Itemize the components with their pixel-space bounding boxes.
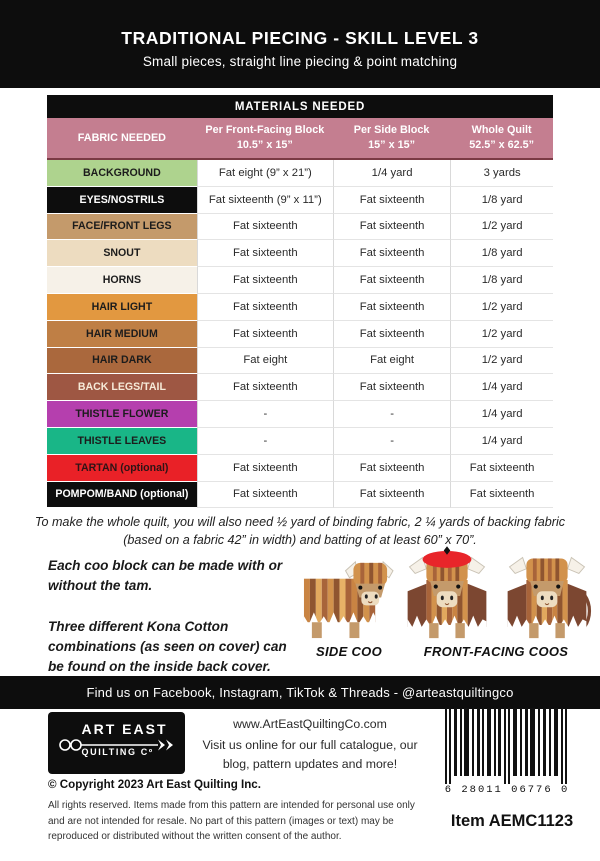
page-title: TRADITIONAL PIECING - SKILL LEVEL 3 bbox=[121, 27, 479, 48]
table-row bbox=[47, 428, 553, 455]
front-facing-value: - bbox=[197, 401, 333, 428]
column-header-size: 15” x 15” bbox=[368, 139, 415, 151]
side-coo-illustration bbox=[300, 551, 395, 644]
side-block-value: Fat sixteenth bbox=[333, 214, 450, 241]
barcode-digits: 6 28011 06776 0 bbox=[444, 784, 570, 796]
front-facing-value: - bbox=[197, 428, 333, 455]
fabric-swatch-label: EYES/NOSTRILS bbox=[47, 187, 197, 214]
table-row bbox=[47, 240, 553, 267]
table-row bbox=[47, 294, 553, 321]
whole-quilt-value: 1/8 yard bbox=[450, 267, 553, 294]
fabric-swatch-label: HAIR LIGHT bbox=[47, 294, 197, 321]
whole-quilt-value: 1/8 yard bbox=[450, 240, 553, 267]
whole-quilt-value: 1/8 yard bbox=[450, 187, 553, 214]
side-block-value: Fat sixteenth bbox=[333, 321, 450, 348]
side-block-value: Fat eight bbox=[333, 348, 450, 375]
side-block-value: - bbox=[333, 428, 450, 455]
fabric-swatch-label: TARTAN (optional) bbox=[47, 455, 197, 482]
fabric-swatch-label: HORNS bbox=[47, 267, 197, 294]
side-block-value: Fat sixteenth bbox=[333, 187, 450, 214]
front-coo-image bbox=[502, 546, 592, 644]
side-block-value: Fat sixteenth bbox=[333, 374, 450, 401]
whole-quilt-value: 1/4 yard bbox=[450, 374, 553, 401]
side-block-value: Fat sixteenth bbox=[333, 482, 450, 509]
front-facing-value: Fat sixteenth bbox=[197, 321, 333, 348]
social-media-text: Find us on Facebook, Instagram, TikTok & Threads - @arteastquiltingco bbox=[86, 685, 514, 700]
whole-quilt-value: 1/4 yard bbox=[450, 428, 553, 455]
skill-level-banner bbox=[0, 0, 600, 88]
whole-quilt-value: 3 yards bbox=[450, 160, 553, 187]
website-url: www.ArtEastQuiltingCo.com bbox=[233, 717, 387, 731]
front-facing-value: Fat sixteenth bbox=[197, 267, 333, 294]
side-block-value: Fat sixteenth bbox=[333, 294, 450, 321]
fabric-swatch-label: HAIR MEDIUM bbox=[47, 321, 197, 348]
barcode-bars bbox=[437, 708, 577, 784]
whole-quilt-value: 1/2 yard bbox=[450, 348, 553, 375]
fabric-swatch-label: THISTLE LEAVES bbox=[47, 428, 197, 455]
mid-text-column bbox=[48, 556, 306, 677]
side-block-value: - bbox=[333, 401, 450, 428]
table-row bbox=[47, 374, 553, 401]
item-number: Item AEMC1123 bbox=[450, 812, 574, 830]
table-row bbox=[47, 455, 553, 482]
fabric-swatch-label: BACKGROUND bbox=[47, 160, 197, 187]
side-coo-image bbox=[300, 551, 395, 644]
whole-quilt-value: Fat sixteenth bbox=[450, 482, 553, 509]
side-block-value: Fat sixteenth bbox=[333, 455, 450, 482]
fabric-swatch-label: FACE/FRONT LEGS bbox=[47, 214, 197, 241]
rights-fine-print: All rights reserved. Items made from this pattern are intended for personal use only and are not intended for resale. No part of this pattern (images or text) may be reproduced or distributed without the written consent of the author. bbox=[48, 800, 415, 842]
side-block-value: Fat sixteenth bbox=[333, 240, 450, 267]
fabric-swatch-label: THISTLE FLOWER bbox=[47, 401, 197, 428]
front-facing-value: Fat eight (9” x 21”) bbox=[197, 160, 333, 187]
table-row bbox=[47, 160, 553, 187]
front-facing-value: Fat eight bbox=[197, 348, 333, 375]
column-header-size: 10.5” x 15” bbox=[236, 139, 293, 151]
whole-quilt-value: Fat sixteenth bbox=[450, 455, 553, 482]
front-facing-value: Fat sixteenth bbox=[197, 214, 333, 241]
column-header-label: FABRIC NEEDED bbox=[77, 131, 166, 144]
column-header-label: Whole Quilt bbox=[471, 124, 532, 137]
column-header-size: 52.5” x 62.5” bbox=[469, 139, 535, 151]
table-header-row bbox=[47, 118, 553, 160]
kona-note: Three different Kona Cotton combinations (as seen on cover) can be found on the inside back cover. bbox=[48, 619, 287, 674]
column-header-side-block bbox=[333, 118, 450, 158]
table-title: MATERIALS NEEDED bbox=[47, 95, 553, 118]
barcode bbox=[437, 708, 577, 802]
footer-contact-block bbox=[192, 715, 428, 774]
front-facing-coos-label: FRONT-FACING COOS bbox=[423, 644, 569, 659]
front-facing-value: Fat sixteenth bbox=[197, 482, 333, 509]
column-header-front-facing bbox=[197, 118, 333, 158]
column-header-whole-quilt bbox=[450, 118, 553, 158]
coo-illustrations bbox=[300, 544, 594, 668]
side-coo-label: SIDE COO bbox=[316, 644, 382, 659]
table-row bbox=[47, 482, 553, 509]
art-east-logo bbox=[48, 712, 185, 774]
tam-note: Each coo block can be made with or without the tam. bbox=[48, 558, 283, 593]
whole-quilt-value: 1/2 yard bbox=[450, 294, 553, 321]
table-row bbox=[47, 321, 553, 348]
table-row bbox=[47, 267, 553, 294]
website-blurb: Visit us online for our full catalogue, our blog, pattern updates and more! bbox=[202, 738, 418, 772]
front-coo-tam-illustration bbox=[400, 546, 495, 644]
front-coo-tam-image bbox=[402, 546, 492, 644]
fabric-swatch-label: SNOUT bbox=[47, 240, 197, 267]
fabric-swatch-label: POMPOM/BAND (optional) bbox=[47, 482, 197, 509]
logo-text-art-east: ART EAST bbox=[81, 721, 168, 737]
social-media-bar bbox=[0, 676, 600, 709]
side-block-value: Fat sixteenth bbox=[333, 267, 450, 294]
column-header-fabric bbox=[47, 118, 197, 158]
page-subtitle: Small pieces, straight line piecing & point matching bbox=[142, 53, 458, 69]
whole-quilt-value: 1/2 yard bbox=[450, 214, 553, 241]
front-facing-value: Fat sixteenth bbox=[197, 455, 333, 482]
side-block-value: 1/4 yard bbox=[333, 160, 450, 187]
whole-quilt-value: 1/4 yard bbox=[450, 401, 553, 428]
logo-text-quilting-co: QUILTING Cº bbox=[81, 747, 154, 757]
column-header-label: Per Front-Facing Block bbox=[205, 124, 325, 137]
copyright-line: © Copyright 2023 Art East Quilting Inc. bbox=[48, 778, 261, 791]
front-coo-illustration bbox=[499, 546, 594, 644]
column-header-label: Per Side Block bbox=[353, 124, 430, 137]
table-row bbox=[47, 187, 553, 214]
front-facing-value: Fat sixteenth bbox=[197, 294, 333, 321]
whole-quilt-value: 1/2 yard bbox=[450, 321, 553, 348]
front-facing-value: Fat sixteenth bbox=[197, 240, 333, 267]
fabric-swatch-label: BACK LEGS/TAIL bbox=[47, 374, 197, 401]
front-facing-value: Fat sixteenth bbox=[197, 374, 333, 401]
table-row bbox=[47, 401, 553, 428]
binding-note: To make the whole quilt, you will also need ½ yard of binding fabric, 2 ¼ yards of backing fabric (based on a fabric 42” in width) and batting of at least 60” x 70”. bbox=[34, 515, 566, 547]
table-row bbox=[47, 214, 553, 241]
front-facing-value: Fat sixteenth (9” x 11”) bbox=[197, 187, 333, 214]
fabric-swatch-label: HAIR DARK bbox=[47, 348, 197, 375]
table-row bbox=[47, 348, 553, 375]
materials-table bbox=[47, 95, 553, 508]
